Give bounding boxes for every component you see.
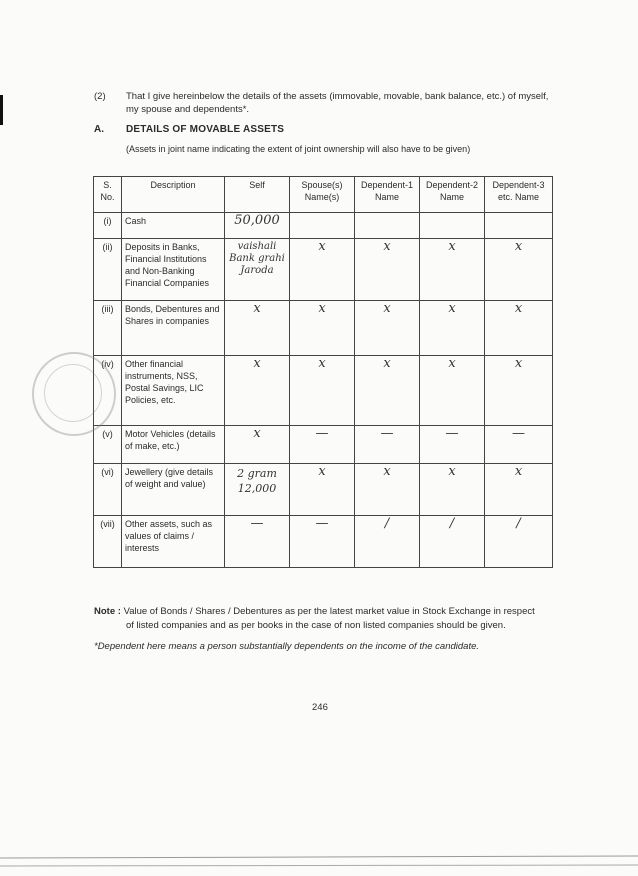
header-sno: S. No. [94, 177, 122, 213]
header-description: Description [122, 177, 225, 213]
header-self: Self [225, 177, 290, 213]
dependent-3-value: x [485, 301, 553, 356]
row-sno: (iv) [94, 356, 122, 426]
table-row [94, 213, 553, 239]
self-jewellery-weight: 2 gram [237, 467, 277, 480]
note-paragraph [94, 605, 564, 633]
self-value: x [225, 426, 290, 464]
self-jewellery-value: 12,000 [237, 482, 277, 495]
row-description: Other assets, such as values of claims / interests [122, 516, 225, 568]
dependent-2-value: x [420, 356, 485, 426]
spouse-value: x [290, 301, 355, 356]
official-seal [32, 352, 116, 436]
dependent-1-value: x [355, 239, 420, 301]
row-description: Bonds, Debentures and Shares in companies [122, 301, 225, 356]
dependent-footnote: *Dependent here means a person substantially dependents on the income of the candidate. [94, 641, 480, 652]
dependent-3-value: / [485, 516, 553, 568]
table-row [94, 356, 553, 426]
dependent-2-value: x [420, 301, 485, 356]
row-description: Motor Vehicles (details of make, etc.) [122, 426, 225, 464]
scan-edge-mark [0, 95, 3, 125]
note-text-line-2: of listed companies and as per books in the case of non listed companies should be given. [126, 620, 506, 631]
dependent-1-value: x [355, 356, 420, 426]
dependent-2-value: / [420, 516, 485, 568]
intro-text: That I give hereinbelow the details of the assets (immovable, movable, bank balance, etc.) of myself, my spouse and dependents*. [126, 91, 549, 115]
row-description: Jewellery (give details of weight and value) [122, 464, 225, 516]
table-row [94, 239, 553, 301]
header-spouse: Spouse(s) Name(s) [290, 177, 355, 213]
spouse-value: x [290, 239, 355, 301]
table-row [94, 516, 553, 568]
spouse-value: x [290, 464, 355, 516]
scan-bottom-lines [0, 850, 638, 876]
header-dependent-2: Dependent-2 Name [420, 177, 485, 213]
dependent-1-value: / [355, 516, 420, 568]
dependent-3-value: x [485, 356, 553, 426]
dependent-2-value: — [420, 426, 485, 464]
dependent-3-value: x [485, 239, 553, 301]
row-description: Other financial instruments, NSS, Postal Savings, LIC Policies, etc. [122, 356, 225, 426]
spouse-value: x [290, 356, 355, 426]
self-value: x [225, 356, 290, 426]
intro-number: (2) [94, 91, 106, 102]
table-header-row [94, 177, 553, 213]
self-jewellery [225, 464, 290, 516]
dependent-2-value: x [420, 239, 485, 301]
page-number: 246 [312, 702, 328, 713]
section-subnote: (Assets in joint name indicating the extent of joint ownership will also have to be given) [126, 144, 471, 154]
row-sno: (iii) [94, 301, 122, 356]
spouse-value: — [290, 426, 355, 464]
row-description: Cash [122, 213, 225, 239]
dependent-2-value: x [420, 464, 485, 516]
table-row [94, 464, 553, 516]
row-description: Deposits in Banks, Financial Institutions and Non-Banking Financial Companies [122, 239, 225, 301]
dependent-1-value: x [355, 464, 420, 516]
header-dependent-3: Dependent-3 etc. Name [485, 177, 553, 213]
table-row [94, 301, 553, 356]
self-value: — [225, 516, 290, 568]
dependent-1-value: x [355, 301, 420, 356]
dependent-3-value: — [485, 426, 553, 464]
section-heading: DETAILS OF MOVABLE ASSETS [126, 124, 285, 135]
header-dependent-1: Dependent-1 Name [355, 177, 420, 213]
row-sno: (i) [94, 213, 122, 239]
row-sno: (v) [94, 426, 122, 464]
table-row [94, 426, 553, 464]
note-label: Note : [94, 606, 121, 617]
section-letter: A. [94, 124, 104, 135]
dependent-3-value: x [485, 464, 553, 516]
self-value: 50,000 [225, 213, 290, 239]
row-sno: (ii) [94, 239, 122, 301]
movable-assets-table [93, 176, 553, 568]
self-value: x [225, 301, 290, 356]
row-sno: (vii) [94, 516, 122, 568]
self-value: vaishali Bank grahi Jaroda [225, 239, 290, 301]
spouse-value: — [290, 516, 355, 568]
note-text-line-1: Value of Bonds / Shares / Debentures as per the latest market value in Stock Exchange in respect [123, 606, 535, 617]
row-sno: (vi) [94, 464, 122, 516]
dependent-1-value: — [355, 426, 420, 464]
